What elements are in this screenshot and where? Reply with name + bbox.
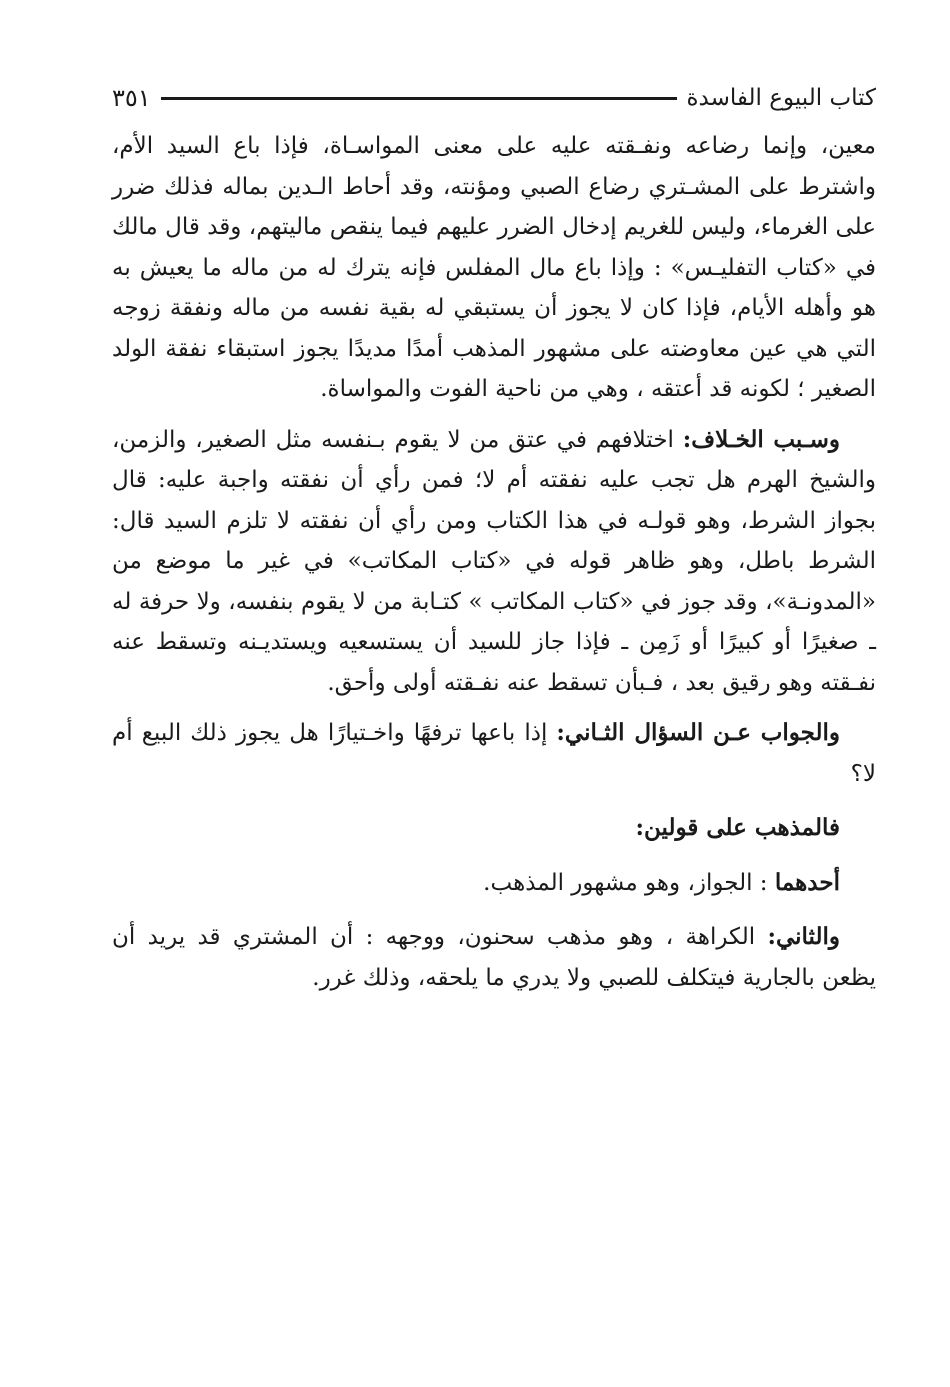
paragraph-6-heading: والثاني:: [767, 923, 840, 950]
book-page: [112, 76, 876, 998]
running-header: [112, 76, 876, 120]
paragraph-5: [112, 863, 876, 904]
paragraph-2-heading: وسـبب الخـلاف:: [682, 425, 840, 453]
paragraph-2: [112, 420, 876, 704]
paragraph-3: [112, 713, 876, 794]
paragraph-3-body: إذا باعها ترفهًا واخـتيارًا هل يجوز ذلك البيع أم لا؟: [112, 720, 876, 787]
paragraph-6: [112, 917, 876, 998]
paragraph-4: فالمذهب على قولين:: [635, 814, 840, 841]
paragraph-6-body: الكراهة ، وهو مذهب سحنون، ووجهه : أن المشتري قد يريد أن يظعن بالجارية فيتكلف للصبي ولا يدري ما يلحقه، وذلك غرر.: [112, 924, 876, 991]
chapter-title: كتاب البيوع الفاسدة: [686, 85, 876, 111]
paragraph-5-heading: أحدهما: [774, 868, 840, 896]
header-rule: [161, 97, 677, 100]
page-number: ٣٥١: [112, 84, 151, 112]
paragraph-5-body: : الجواز، وهو مشهور المذهب.: [483, 869, 775, 896]
paragraph-3-heading: والجواب عـن السؤال الثـاني:: [556, 719, 840, 746]
paragraph-2-body: اختلافهم في عتق من لا يقوم بـنفسه مثل الصغير، والزمن، والشيخ الهرم هل تجب عليه نفقته أم لا؛ فمن رأي أن نفقته واجبة عليه: قال بجواز الشرط، وهو قولـه في هذا الكتاب ومن رأي أن نفقته لا تلزم السيد قال: الشرط باطل، وهو ظاهر قوله في «كتاب المكاتب» في غير ما موضع من «المدونـة»، وقد جوز في «كتاب المكاتب » كتـابة من لا يقوم بنفسه، ولا حرفة له ـ صغيرًا أو كبيرًا أو زَمِن ـ فإذا جاز للسيد أن يستسعيه ويستديـنه وتسقط عنه نفـقته وهو رقيق بعد ، فـبأن تسقط عنه نفـقته أولى وأحق.: [112, 426, 876, 696]
paragraph-1: معين، وإنما رضاعه ونفـقته عليه على معنى المواسـاة، فإذا باع السيد الأم، واشترط على المشـتري رضاع الصبي ومؤنته، وقد أحاط الـدين بماله فذلك ضرر على الغرماء، وليس للغريم إدخال الضرر عليهم فيما ينقص ماليتهم، وقد قال مالك في «كتاب التفليـس» : وإذا باع مال المفلس فإنه يترك له من ماله ما يعيش به هو وأهله الأيام، فإذا كان لا يجوز أن يستبقي له بقية نفسه من ماله ونفقة زوجه التي هي عين معاوضته على مشهور المذهب أمدًا مديدًا يجوز استبقاء نفقة الولد الصغير ؛ لكونه قد أعتقه ، وهي من ناحية الفوت والمواساة.: [112, 133, 876, 402]
